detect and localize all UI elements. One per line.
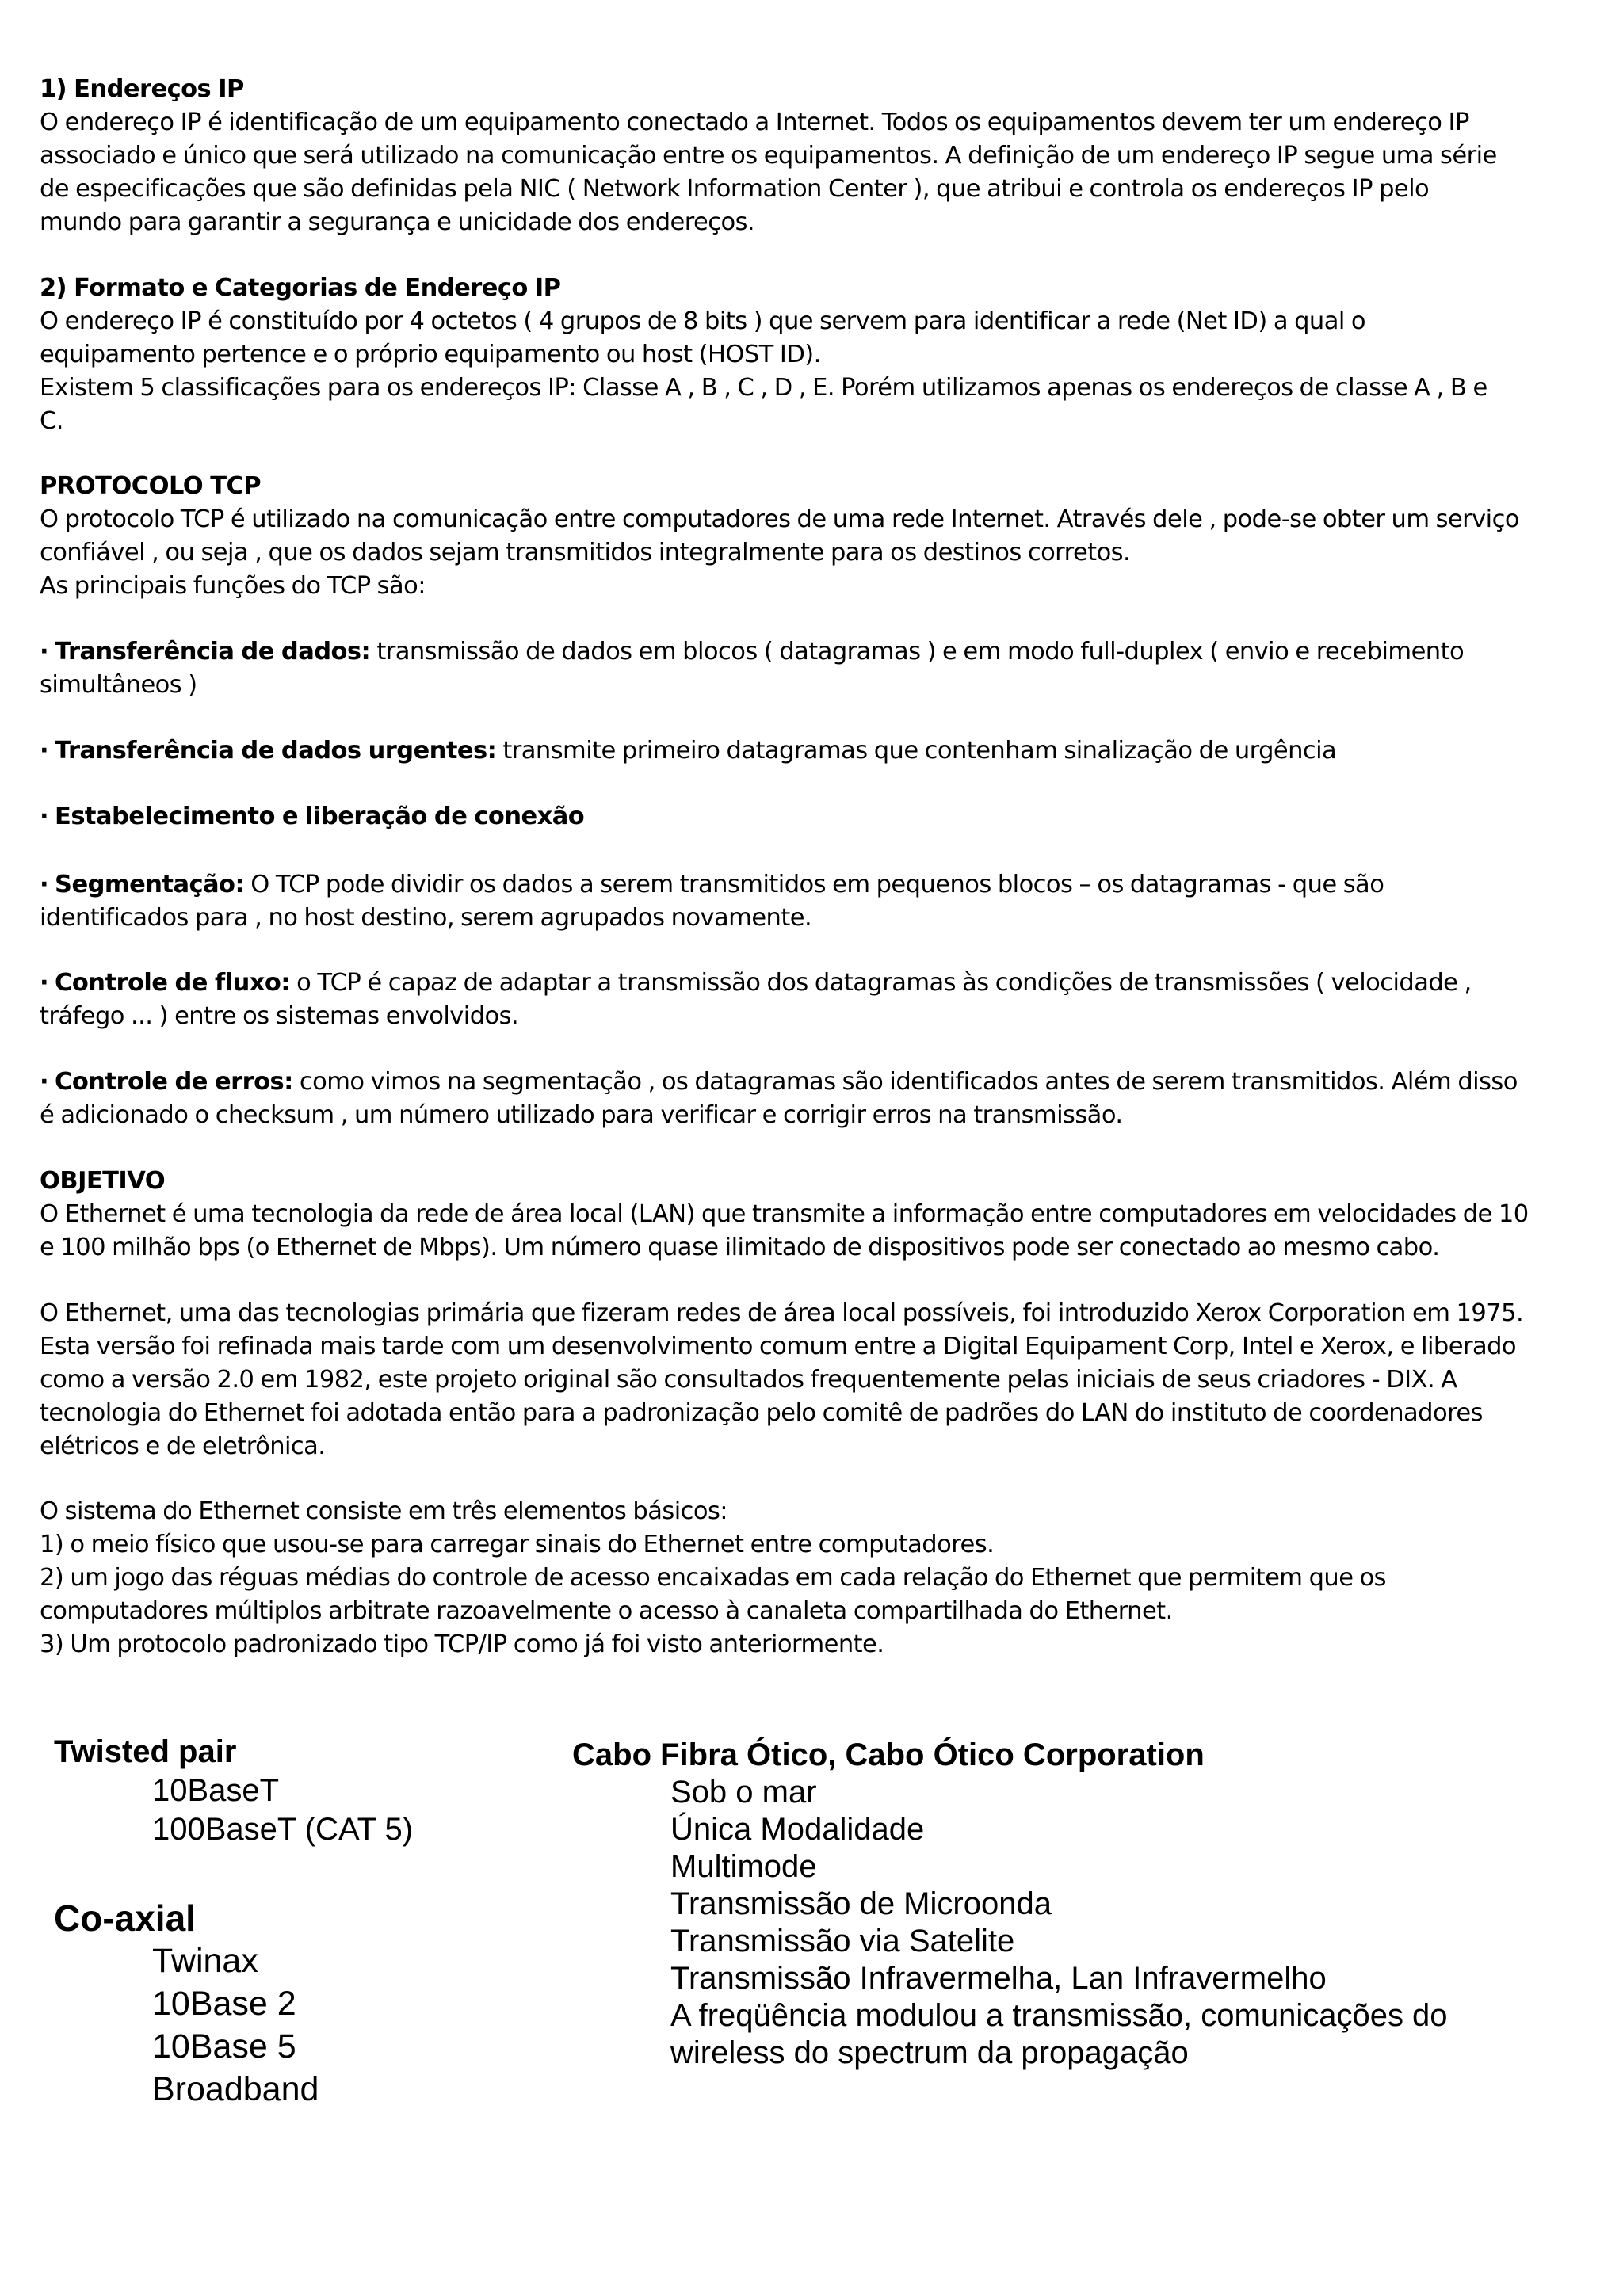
bullet-continuation: simultâneos ) xyxy=(40,671,197,699)
fiber-item: Única Modalidade xyxy=(670,1812,925,1847)
twisted-pair-item: 100BaseT (CAT 5) xyxy=(152,1812,414,1847)
paragraph-line: computadores múltiplos arbitrate razoavelmente o acesso à canaleta compartilhada do Ethernet. xyxy=(40,1597,1173,1625)
fiber-item: A freqüência modulou a transmissão, comunicações do xyxy=(670,1998,1448,2033)
paragraph-line: O Ethernet é uma tecnologia da rede de área local (LAN) que transmite a informação entre computadores em velocidades de 10 xyxy=(40,1200,1529,1228)
co-axial-item: Twinax xyxy=(152,1942,258,1980)
bullet-label: Transferência de dados urgentes: xyxy=(55,737,497,765)
paragraph-line: elétricos e de eletrônica. xyxy=(40,1432,326,1460)
paragraph-line: O endereço IP é identificação de um equipamento conectado a Internet. Todos os equipamentos devem ter um endereço IP xyxy=(40,109,1469,136)
paragraph-line: O endereço IP é constituído por 4 octetos ( 4 grupos de 8 bits ) que servem para identificar a rede (Net ID) a qual o xyxy=(40,307,1366,335)
paragraph-line: 3) Um protocolo padronizado tipo TCP/IP como já foi visto anteriormente. xyxy=(40,1630,884,1658)
tcp-bullet-fluxo xyxy=(40,967,1593,1033)
bullet-continuation: tráfego ... ) entre os sistemas envolvidos. xyxy=(40,1002,519,1030)
bullet-text: transmissão de dados em blocos ( datagramas ) e em modo full-duplex ( envio e recebimento xyxy=(370,638,1465,666)
paragraph-line: e 100 milhão bps (o Ethernet de Mbps). Um número quase ilimitado de dispositivos pode ser conectado ao mesmo cabo. xyxy=(40,1234,1440,1261)
section-heading: PROTOCOLO TCP xyxy=(40,472,262,500)
paragraph-line: As principais funções do TCP são: xyxy=(40,572,426,600)
section-heading: 1) Endereços IP xyxy=(40,75,244,103)
paragraph-line: Esta versão foi refinada mais tarde com um desenvolvimento comum entre a Digital Equipament Corp, Intel e Xerox, e liberado xyxy=(40,1333,1516,1360)
bullet-label: Controle de erros: xyxy=(55,1068,293,1096)
twisted-pair-heading: Twisted pair xyxy=(54,1734,237,1769)
tcp-bullet-conexao xyxy=(40,800,1593,833)
bullet-text: transmite primeiro datagramas que contenham sinalização de urgência xyxy=(496,737,1337,765)
bullet-label: Controle de fluxo: xyxy=(55,969,290,997)
bullet-text: O TCP pode dividir os dados a serem transmitidos em pequenos blocos – os datagramas - que são xyxy=(244,871,1384,898)
twisted-pair-block xyxy=(54,1733,413,1849)
fiber-item: Sob o mar xyxy=(670,1775,817,1810)
paragraph-line: associado e único que será utilizado na comunicação entre os equipamentos. A definição de um endereço IP segue uma série xyxy=(40,142,1497,170)
tcp-bullet-transferencia xyxy=(40,635,1593,702)
co-axial-item: 10Base 2 xyxy=(152,1985,296,2023)
bullet-dot: · xyxy=(40,638,49,666)
section-objetivo xyxy=(40,1165,1593,1264)
co-axial-heading: Co-axial xyxy=(54,1897,196,1939)
paragraph-line: tecnologia do Ethernet foi adotada então para a padronização pelo comitê de padrões do LAN do instituto de coordenadores xyxy=(40,1399,1483,1427)
fiber-heading: Cabo Fibra Ótico, Cabo Ótico Corporation xyxy=(572,1737,1205,1772)
paragraph-line: O sistema do Ethernet consiste em três elementos básicos: xyxy=(40,1497,728,1525)
paragraph-line: 2) um jogo das réguas médias do controle de acesso encaixadas em cada relação do Ethernet que permitem que os xyxy=(40,1564,1387,1592)
fiber-item: Transmissão Infravermelha, Lan Infravermelho xyxy=(670,1961,1327,1996)
paragraph-line: como a versão 2.0 em 1982, este projeto original são consultados frequentemente pelas iniciais de seus criadores - DIX. A xyxy=(40,1366,1457,1394)
co-axial-block xyxy=(54,1897,319,2111)
bullet-label: Segmentação: xyxy=(55,871,245,898)
bullet-dot: · xyxy=(40,871,49,898)
section-formato-categorias xyxy=(40,272,1593,438)
paragraph-line: equipamento pertence e o próprio equipamento ou host (HOST ID). xyxy=(40,341,821,368)
paragraph-line: confiável , ou seja , que os dados sejam transmitidos integralmente para os destinos corretos. xyxy=(40,539,1131,566)
paragraph-line: C. xyxy=(40,407,63,435)
twisted-pair-item: 10BaseT xyxy=(152,1773,280,1808)
bullet-continuation: é adicionado o checksum , um número utilizado para verificar e corrigir erros na transmissão. xyxy=(40,1101,1123,1129)
co-axial-item: 10Base 5 xyxy=(152,2027,296,2065)
paragraph-historia-ethernet xyxy=(40,1297,1593,1463)
paragraph-line: mundo para garantir a segurança e unicidade dos endereços. xyxy=(40,208,755,236)
paragraph-line: 1) o meio físico que usou-se para carregar sinais do Ethernet entre computadores. xyxy=(40,1531,995,1558)
section-heading: OBJETIVO xyxy=(40,1167,166,1195)
bullet-text: o TCP é capaz de adaptar a transmissão dos datagramas às condições de transmissões ( velocidade , xyxy=(289,969,1472,997)
bullet-dot: · xyxy=(40,737,49,765)
fiber-block xyxy=(572,1737,1448,2072)
fiber-item: wireless do spectrum da propagação xyxy=(670,2035,1189,2070)
section-heading: 2) Formato e Categorias de Endereço IP xyxy=(40,274,561,302)
tcp-bullet-urgentes xyxy=(40,734,1593,768)
bullet-dot: · xyxy=(40,969,49,997)
bullet-label: Estabelecimento e liberação de conexão xyxy=(55,803,585,830)
bullet-dot: · xyxy=(40,803,49,830)
section-enderecos-ip xyxy=(40,73,1593,239)
bullet-dot: · xyxy=(40,1068,49,1096)
section-protocolo-tcp xyxy=(40,470,1593,603)
bullet-continuation: identificados para , no host destino, serem agrupados novamente. xyxy=(40,904,812,932)
paragraph-line: Existem 5 classificações para os endereços IP: Classe A , B , C , D , E. Porém utilizamos apenas os endereços de classe A , B e xyxy=(40,374,1487,402)
fiber-item: Multimode xyxy=(670,1849,817,1884)
paragraph-line: de especificações que são definidas pela NIC ( Network Information Center ), que atribui e controla os endereços IP pelo xyxy=(40,175,1430,203)
paragraph-elementos-basicos xyxy=(40,1495,1593,1661)
fiber-item: Transmissão de Microonda xyxy=(670,1886,1052,1921)
paragraph-line: O protocolo TCP é utilizado na comunicação entre computadores de uma rede Internet. Através dele , pode-se obter um serviço xyxy=(40,505,1519,533)
paragraph-line: O Ethernet, uma das tecnologias primária que fizeram redes de área local possíveis, foi introduzido Xerox Corporation em 1975. xyxy=(40,1299,1524,1327)
bullet-text: como vimos na segmentação , os datagramas são identificados antes de serem transmitidos. Além disso xyxy=(292,1068,1518,1096)
co-axial-item: Broadband xyxy=(152,2070,319,2108)
fiber-item: Transmissão via Satelite xyxy=(670,1924,1015,1958)
bullet-label: Transferência de dados: xyxy=(55,638,371,666)
tcp-bullet-erros xyxy=(40,1066,1593,1132)
tcp-bullet-segmentacao xyxy=(40,868,1593,935)
